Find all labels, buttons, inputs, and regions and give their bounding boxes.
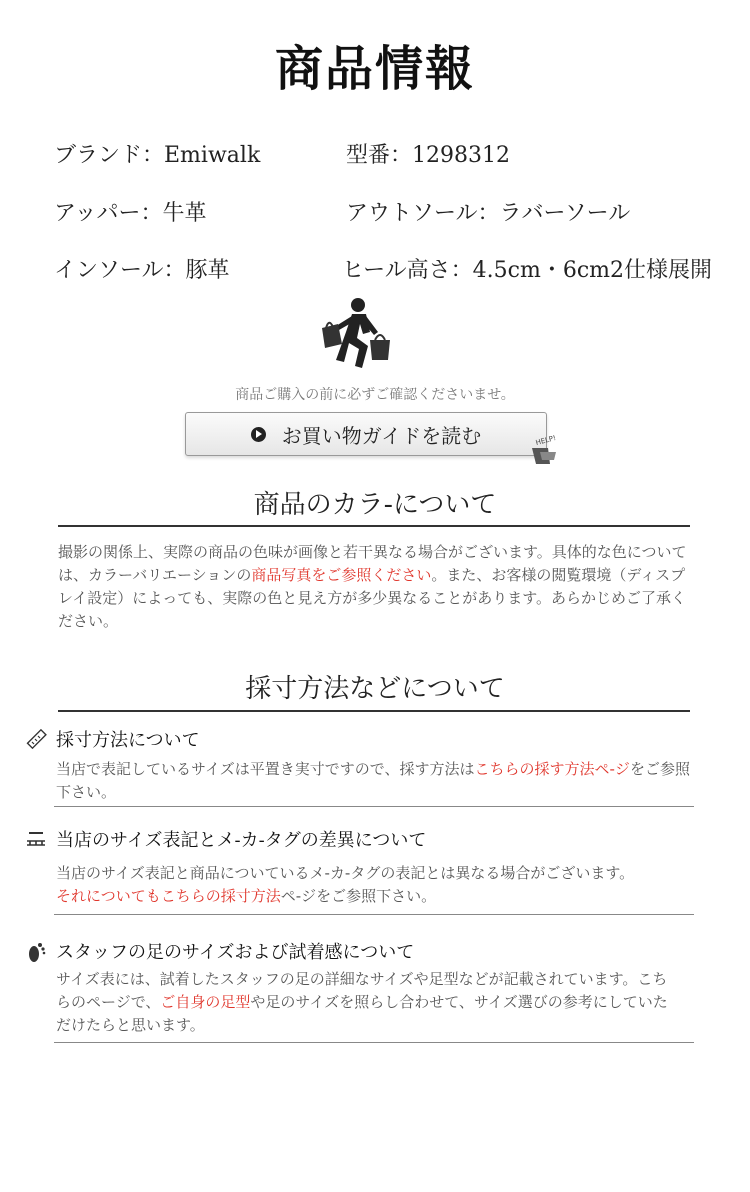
tag-item-text: 当店のサイズ表記と商品についているメ-カ-タグの表記とは異なる場合がございます。 それについてもこちらの採寸方法ペ-ジをご参照下さい。 xyxy=(56,864,635,905)
spec-insole: インソール：豚革 xyxy=(54,258,230,283)
color-section-divider xyxy=(58,525,690,527)
play-icon xyxy=(251,427,266,442)
spec-model: 型番：1298312 xyxy=(346,143,510,168)
ruler-icon xyxy=(24,727,48,751)
tag-icon xyxy=(24,829,48,849)
shopper-icon xyxy=(316,298,396,374)
footprint-icon xyxy=(24,939,48,963)
measuring-method-link-2[interactable]: それについてもこちらの採寸方法 xyxy=(56,887,281,905)
color-section-text: 撮影の関係上、実際の商品の色味が画像と若干異なる場合がございます。具体的な色については、カラーバリエーションの商品写真をご参照ください。また、お客様の閲覧環境（ディスプレイ設定）によっても、実際の色と見え方が多少異なることがあります。あらかじめご了承ください。 xyxy=(58,543,687,630)
color-section-title: 商品のカラ-について xyxy=(253,490,497,520)
guide-note: 商品ご購入の前に必ずご確認くださいませ。 xyxy=(235,387,515,403)
help-tag-icon xyxy=(528,434,568,468)
staff-item-heading: スタッフの足のサイズおよび試着感について xyxy=(24,938,414,964)
item-divider xyxy=(54,1042,694,1043)
spec-outsole: アウトソール：ラバーソール xyxy=(346,201,631,226)
spec-heel-height: ヒール高さ：4.5cm・6cm2仕様展開 xyxy=(342,258,713,283)
shopping-guide-label: お買い物ガイドを読む xyxy=(281,423,482,448)
measure-section-divider xyxy=(58,710,690,712)
page-title: 商品情報 xyxy=(274,41,475,97)
svg-text:HELP!: HELP! xyxy=(534,434,557,448)
item-divider xyxy=(54,806,694,807)
item-divider xyxy=(54,914,694,915)
tag-item-heading: 当店のサイズ表記とメ-カ-タグの差異について xyxy=(24,826,426,852)
measure-section-title: 採寸方法などについて xyxy=(245,674,505,704)
measure-item-text: 当店で表記しているサイズは平置き実寸ですので、採す方法はこちらの採す方法ペ-ジをご参照下さい。 xyxy=(56,760,690,801)
product-photo-link[interactable]: 商品写真をご参照ください xyxy=(251,566,432,584)
measure-item-heading: 採寸方法について xyxy=(24,726,200,752)
own-foot-shape-link[interactable]: ご自身の足型 xyxy=(160,993,251,1011)
shopping-guide-button[interactable] xyxy=(185,412,547,456)
spec-upper: アッパー：牛革 xyxy=(54,201,207,226)
staff-item-text: サイズ表には、試着したスタッフの足の詳細なサイズや足型などが記載されています。こちらのページで、ご自身の足型や足のサイズを照らし合わせて、サイズ選びの参考にしていただけたらと思います。 xyxy=(56,970,668,1034)
spec-brand: ブランド：Emiwalk xyxy=(54,143,261,168)
measuring-method-link[interactable]: こちらの採す方法ペ-ジ xyxy=(474,760,630,778)
